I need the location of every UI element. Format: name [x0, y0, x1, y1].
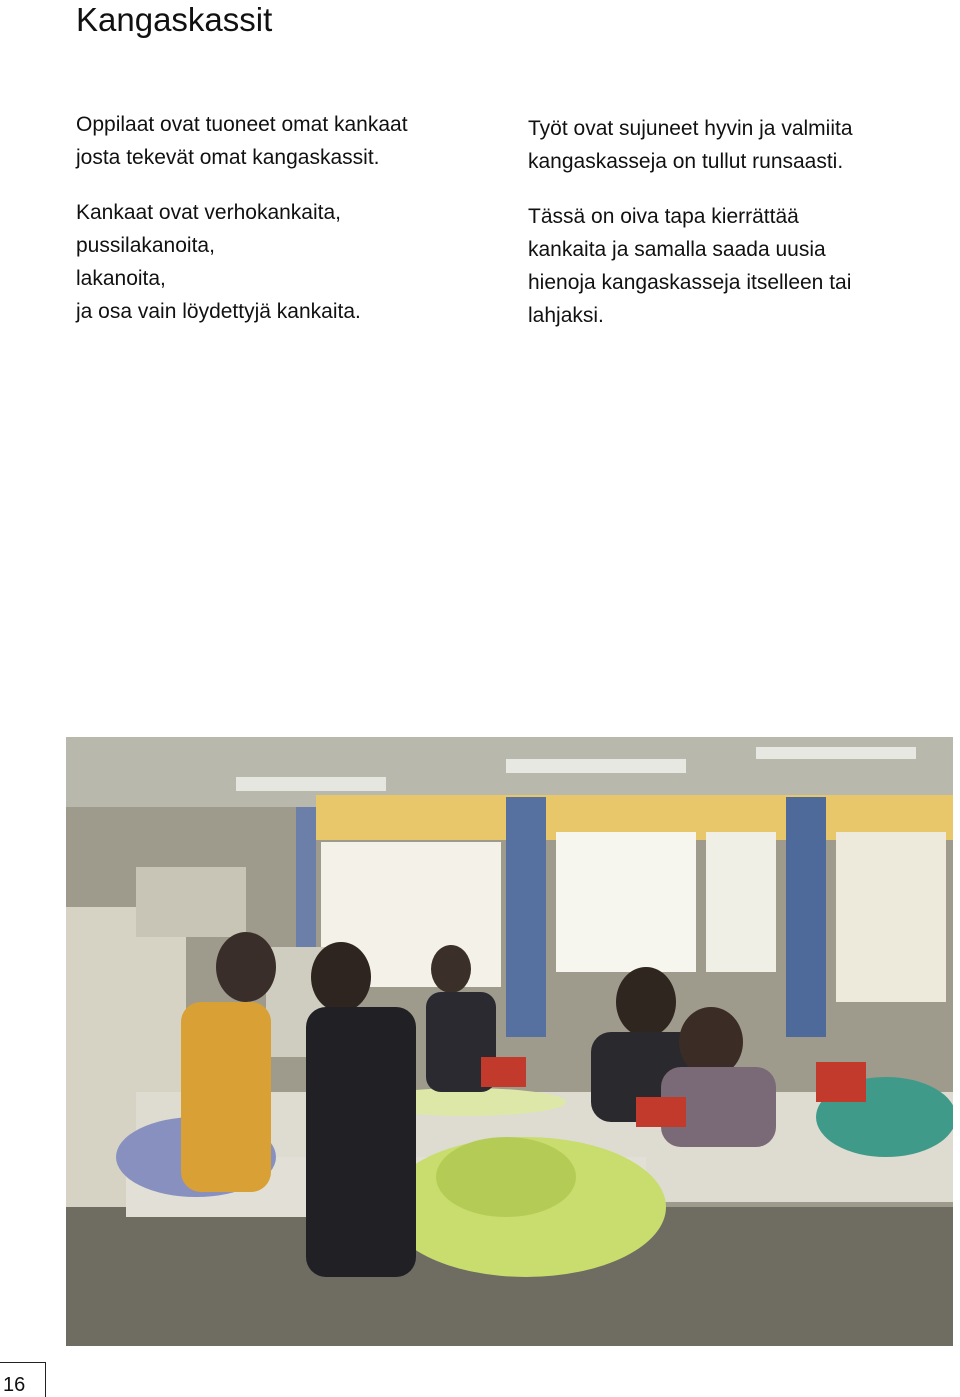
- right-text-column: [528, 112, 948, 354]
- left-text-column: [76, 108, 506, 350]
- page-title: Kangaskassit: [76, 1, 273, 38]
- right-paragraph-2: Tässä on oiva tapa kierrättää kankaita ja samalla saada uusia hienoja kangaskasseja itselleen tai lahjaksi.: [528, 205, 852, 327]
- left-paragraph-2: Kankaat ovat verhokankaita, pussilakanoita, lakanoita, ja osa vain löydettyjä kankaita.: [76, 201, 361, 323]
- page-number-box: [0, 1362, 46, 1397]
- page-number: 16: [3, 1374, 26, 1396]
- right-paragraph-1: Työt ovat sujuneet hyvin ja valmiita kangaskasseja on tullut runsaasti.: [528, 117, 853, 173]
- classroom-photo: [66, 737, 953, 1346]
- classroom-photo-illustration: [66, 737, 953, 1346]
- left-paragraph-1: Oppilaat ovat tuoneet omat kankaat josta tekevät omat kangaskassit.: [76, 113, 408, 169]
